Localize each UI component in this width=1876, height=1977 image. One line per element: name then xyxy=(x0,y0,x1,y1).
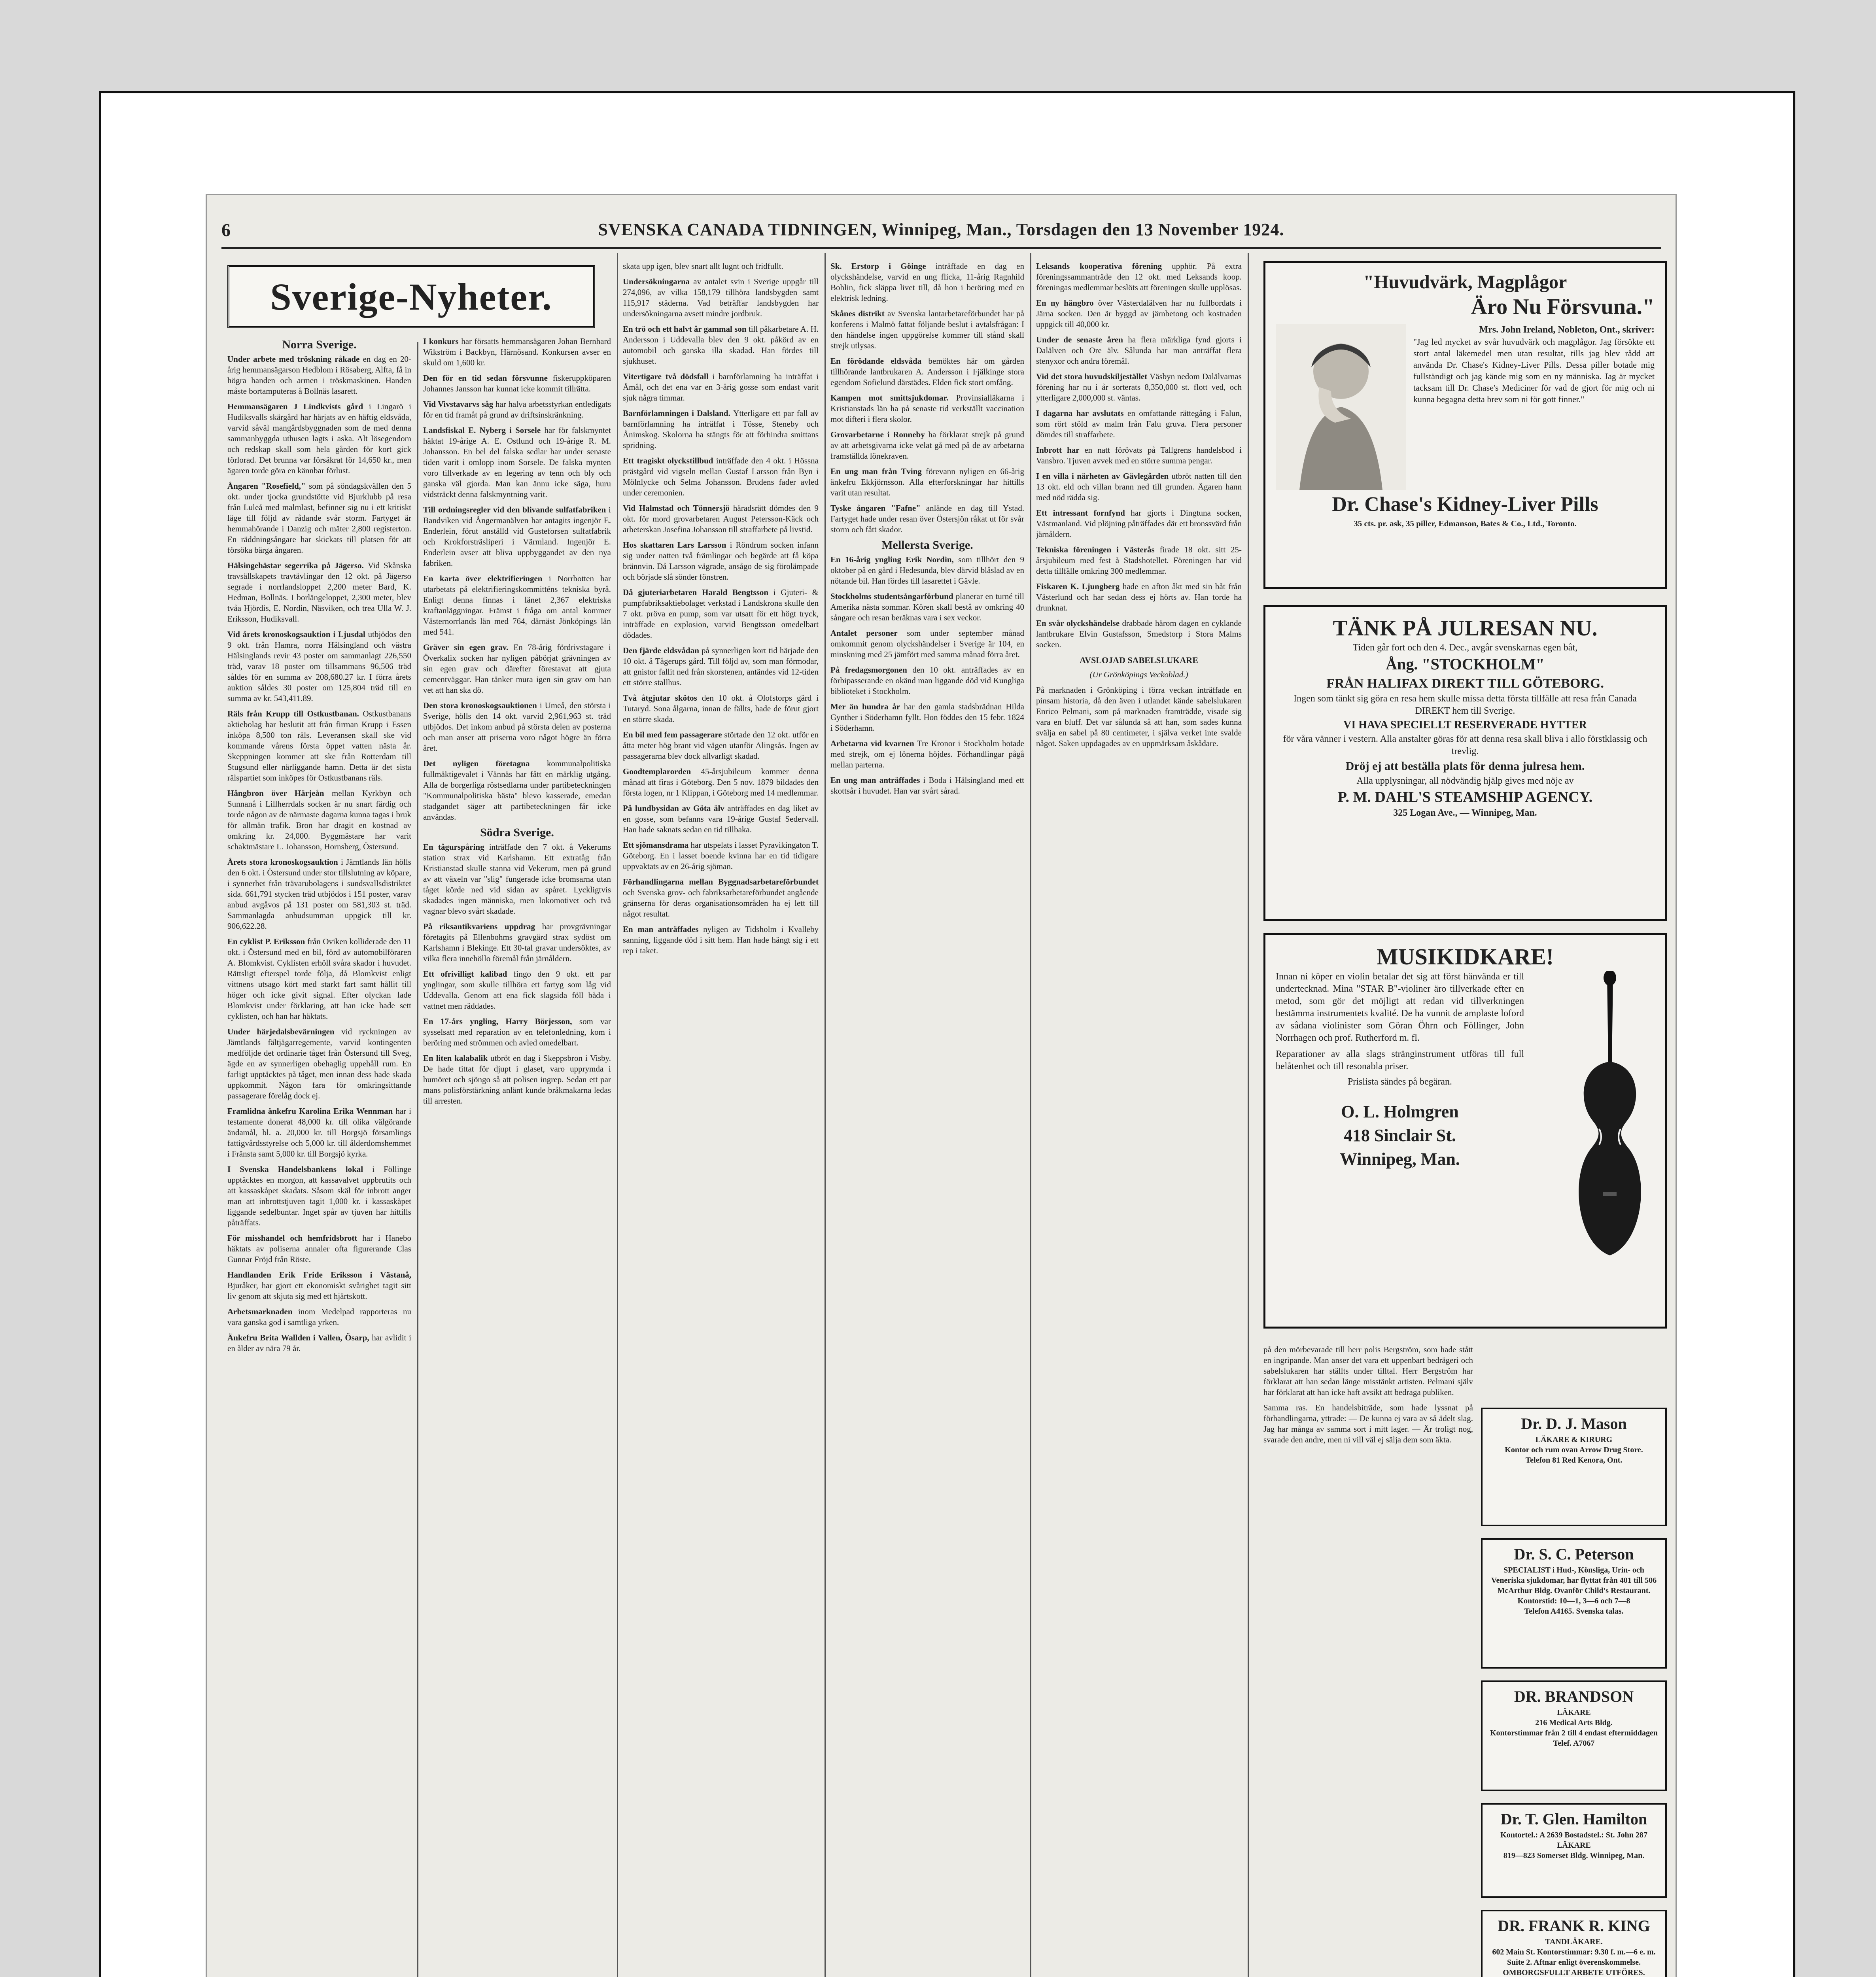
news-item xyxy=(830,503,1024,535)
news-item-lead: På fredagsmorgonen xyxy=(830,665,913,675)
news-item-body: 45-årsjubileum kommer denna månad att firas i Göteborg. Den 5 nov. 1879 bildades den första logen, nr 1 Klippan, i Göteborg med 14 medlemmar. xyxy=(623,767,819,798)
news-item-body: Provinsialläkarna i Kristianstads län ha på senaste tid verkställt vaccination mot difteri i flera skolor. xyxy=(830,393,1024,424)
news-item-lead: Ångaren "Rosefield," xyxy=(227,481,309,491)
news-item xyxy=(623,276,819,319)
news-item-body: skata upp igen, blev snart allt lugnt och fridfullt. xyxy=(623,261,783,271)
news-item-lead: Den fjärde eldsvådan xyxy=(623,646,702,655)
ad-route: FRÅN HALIFAX DIREKT TILL GÖTEBORG. xyxy=(1326,676,1604,691)
news-item-body: som under september månad omkommit genom olyckshändelser i Sverige är 104, en minskning med 25 jämfört med samma månad förra året. xyxy=(830,628,1024,659)
news-item xyxy=(227,1164,411,1228)
doctor-detail: Kontorstimmar från 2 till 4 endast eftermiddagen xyxy=(1490,1729,1658,1737)
news-item-lead: Årets stora kronoskogsauktion xyxy=(227,857,341,867)
ad-julresan xyxy=(1263,605,1667,921)
news-item xyxy=(423,573,611,637)
news-item xyxy=(623,324,819,367)
news-item xyxy=(227,1306,411,1328)
news-item xyxy=(423,842,611,917)
news-item-lead: Tyske ångaren "Fafne" xyxy=(830,503,926,513)
news-item xyxy=(830,308,1024,351)
ad-name: O. L. Holmgren xyxy=(1341,1102,1459,1121)
news-item xyxy=(623,456,819,498)
news-item-body: anträffades en dag liket av en gosse, som befanns vara 19-årige Gustaf Sedervall. Han hade saknats sedan en tid tillbaka. xyxy=(623,803,819,834)
ad-address: 418 Sinclair St. xyxy=(1343,1126,1456,1145)
doctor-detail: Suite 2. Aftnar enligt överenskommelse. xyxy=(1507,1958,1641,1967)
doctor-detail: Kontorstid: 10—1, 3—6 och 7—8 xyxy=(1517,1597,1630,1605)
doctor-name: DR. BRANDSON xyxy=(1514,1688,1634,1705)
news-item xyxy=(830,738,1024,770)
news-item xyxy=(1036,371,1242,403)
news-item-lead: Undersökningarna xyxy=(623,277,694,286)
column-rule xyxy=(1030,253,1031,1977)
news-item-body: har för falskmyntet häktat 19-årige A. E. Ostlund och 19-årige R. M. Johansson. En bel del falska sedlar har under senaste tiden varit i omlopp inom Sorsele. De falska mynten voro tillverkade av en legering av tenn och bly och ganska väl gjorda. Man kan ännu icke säga, huru vidsträckt denna falskmyntning varit. xyxy=(423,425,611,499)
news-item xyxy=(227,401,411,476)
doctor-detail: SPECIALIST i Hud-, Könsliga, Urin- och Veneriska sjukdomar, har flyttat från 401 till 506 McArthur Bldg. Ovanför Child's Restaurant. xyxy=(1491,1566,1657,1595)
doctor-name: Dr. S. C. Peterson xyxy=(1514,1545,1634,1563)
news-item-body: En 78-årig fördrivstagare i Överkalix socken har nyligen påbörjat grävningen av sin egen grav och därefter förestavat att gjuta cementväggar. Han tänker mura igen sin grav om han vet att han ska dö. xyxy=(423,643,611,695)
news-item-lead: Vid Vivstavarvs såg xyxy=(423,399,495,409)
news-item xyxy=(1036,445,1242,466)
article-body: På marknaden i Grönköping i förra veckan inträffade en pinsam historia, då den även i utlandet kände sabelslukaren Enrico Pelmani, som på marknaden framträdde, visade sig vara en bluff. Det var sålunda så att han, som sades kunna svälja en sabel på 80 centimeter, i själva verket inte svalde något. Saken uppdagades av en uppmärksam åskådare. xyxy=(1036,685,1242,748)
news-item-body: från Oviken kolliderade den 11 okt. i Östersund med en bil, förd av automobilföraren A. Blomkvist. Cyklisten erhöll svåra skador i huvudet. Rättsligt efterspel torde följa, då Blomkvist enligt vittnens utsago kört med starkt fart samt hållit till höger och icke givit signal. Efter olyckan lade Blomkvist under förklaring, att han icke hade sett cyklisten, och han har häktats. xyxy=(227,937,411,1021)
ad-text: Tiden går fort och den 4. Dec., avgår svenskarnas egen båt, xyxy=(1352,643,1578,653)
news-item-lead: Skånes distrikt xyxy=(830,309,887,318)
news-item-body: Väsbyn nedom Dalälvarnas förening har nu i år sorterats 8,350,000 st. flott ved, och ytterligare 2,000,000 st. väntas. xyxy=(1036,372,1242,403)
news-item-body: ha flera märkliga fynd gjorts i Dalälven och Ore älv. Sålunda har man anträffat flera stenyxor och andra föremål. xyxy=(1036,335,1242,366)
news-item-body: drabbade härom dagen en cyklande lantbrukare Elvin Gustafsson, Smedstorp i Stora Malms socken. xyxy=(1036,618,1242,649)
news-item xyxy=(1036,335,1242,367)
news-item-lead: En karta över elektrifieringen xyxy=(423,574,549,583)
news-item xyxy=(830,466,1024,498)
news-item-body: den 10 okt. å Olofstorps gärd i Tutaryd. Sona ålgarna, innan de fällts, hade de förut gjort en större skada. xyxy=(623,693,819,724)
article-body: på den mörbevarade till herr polis Bergström, som hade stått en ingripande. Man anser det vara ett uppenbart bedrägeri och sabelslukaren har ställts under tilltal. Herr Bergström har förklarat att han sedan länge misstänkt artisten. Pelmani själv har förklarat att han icke haft avsikt att bedraga publiken. xyxy=(1263,1345,1473,1397)
ad-author: Mrs. John Ireland, Nobleton, Ont., skriver: xyxy=(1479,325,1655,335)
news-item-body: upphör. På extra föreningssammanträde den 12 okt. med Leksands koop. föreningas medlemmar beslöts att föreningen skulle upplösas. xyxy=(1036,261,1242,292)
news-item xyxy=(423,921,611,964)
news-item-lead: I konkurs xyxy=(423,336,461,346)
doctor-detail: LÄKARE xyxy=(1557,1841,1591,1850)
news-item-lead: Tekniska föreningen i Västerås xyxy=(1036,545,1160,554)
news-item-lead: För misshandel och hemfridsbrott xyxy=(227,1233,363,1243)
news-item-body: har den gamla stadsbrädnan Hilda Gynther i Söderhamn fyllt. Hon föddes den 15 febr. 1824 i Söderhamn. xyxy=(830,702,1024,733)
news-item xyxy=(1036,261,1242,293)
news-item xyxy=(623,261,819,272)
news-item-lead: En förödande eldsvåda xyxy=(830,356,929,366)
doctor-detail: OMBORGSFULLT ARBETE UTFÖRES. xyxy=(1503,1968,1645,1977)
news-item-body: nyligen av Tidsholm i Kvalleby sanning, liggande död i sitt hem. Han hade hängt sig i ett rep i taket. xyxy=(623,924,819,955)
news-item xyxy=(227,788,411,852)
news-item xyxy=(623,408,819,451)
ad-text: Innan ni köper en violin betalar det sig att först hänvända er till undertecknad. Mina "STAR B"-violiner äro tillverkade efter en metod, som gör det möjligt att redan vid tillverkningen bestämma instrumentets kvalité. De ha vunnit de amplaste loford av sådana violinister som Göran Öhrn och Föllinger, John Norrhagen och prof. Rutherford m. fl. xyxy=(1276,971,1524,1043)
news-item xyxy=(623,645,819,688)
news-item xyxy=(1036,544,1242,576)
news-item-lead: En ung man anträffades xyxy=(830,775,923,785)
news-item-lead: På lundbysidan av Göta älv xyxy=(623,803,728,813)
ad-testimonial: "Jag led mycket av svår huvudvärk och magplågor. Jag försökte ett stort antal läkemedel men utan resultat, tills jag blev rådd att använda Dr. Chase's Kidney-Liver Pills. Dessa piller botade mig fullständigt och jag kände mig som en ny människa. Jag är mycket tacksam till Dr. Chase's Mediciner för vad de gjort för mig och ni kunna begagna detta brev som ni för gott finner." xyxy=(1413,337,1655,404)
news-item-body: en omfattande rättegång i Falun, som rört stöld av malm från Falu gruva. Flera personer dömdes till straffarbete. xyxy=(1036,408,1242,439)
news-item-body: ha förklarat strejk på grund av att arbetsgivarna icke velat gå med på de av arbetarna framställda lönekraven. xyxy=(830,430,1024,461)
news-item-body: har i Hanebo häktats av poliserna annaler ofta figurerande Clas Gunnar Fröjd från Röste. xyxy=(227,1233,411,1264)
news-item-body: har utspelats i lasset Pyravikingaton T. Göteborg. En i lasset boende kvinna har en tid tidigare uppvaktats av en 26-årig sjöman. xyxy=(623,840,819,871)
news-column-6 xyxy=(1263,1344,1473,1977)
news-item-lead: Vitertigare två dödsfall xyxy=(623,372,713,381)
news-item xyxy=(227,1106,411,1159)
news-item-lead: En ny hängbro xyxy=(1036,298,1098,308)
ad-text: Ingen som tänkt sig göra en resa hem skulle missa detta första tillfälle att resa från Canada DIREKT hem till Sverige. xyxy=(1294,694,1637,716)
news-item-body: som på söndagskvällen den 5 okt. under tjocka grundstötte vid Bjurklubb på resa från Luleå med malmlast, befinner sig nu i ett kritiskt läge till följd av rådande svår storm. Fartyget är hemmahörande i Danzig och mäter 2,800 registerton. En räddningsångare har skickats till platsen för att försöka bärga ångaren. xyxy=(227,481,411,555)
news-item-lead: En 16-årig yngling Erik Nordin, xyxy=(830,555,959,564)
news-item-lead: Två åtgjutar skötos xyxy=(623,693,702,703)
news-item-body: kommunalpolitiska fullmäktigevalet i Vännäs har fått en märklig utgång. Alla de borgerliga röstsedlarna under partibeteckningen "Kommunalpolitiska bästa" blevo kasserade, emedan stadgandet säger att partibeteckningen får icke användas. xyxy=(423,759,611,822)
news-item-body: i barnförlamning ha inträffat i Åmål, och det ena var en 3-årig gosse som endast varit sjuk några timmar. xyxy=(623,372,819,403)
news-item-body: förevann nyligen en 66-årig änkefru Ekkjörnsson. Alla efterforskningar har hittills varit utan resultat. xyxy=(830,467,1024,497)
doctor-detail: 216 Medical Arts Bldg. xyxy=(1535,1718,1613,1727)
article-subtitle: (Ur Grönköpings Veckoblad.) xyxy=(1089,670,1188,679)
doctor-detail: TANDLÄKARE. xyxy=(1545,1937,1603,1946)
doctor-card xyxy=(1481,1803,1667,1898)
news-column-4 xyxy=(830,261,1024,1977)
news-column-1 xyxy=(227,336,411,1977)
news-column-3 xyxy=(623,261,819,1977)
doctor-detail: Telef. A7067 xyxy=(1553,1739,1595,1748)
news-item-body: på synnerligen kort tid härjade den 10 okt. å Tågerups gård. Till följd av, som man förmodar, att gnistor fallit ned från skorstenen, antändes vid 12-tiden ett större stallhus. xyxy=(623,646,819,687)
news-item xyxy=(830,554,1024,586)
news-item xyxy=(830,775,1024,796)
news-item-body: i Röndrum socken infann sig under natten två främlingar och begärde att få köpa brännvin. Då Larsson vägrade, ansågo de sig förolämpade och började slå sönder fönstren. xyxy=(623,540,819,582)
ad-title: TÄNK PÅ JULRESAN NU. xyxy=(1333,616,1598,641)
news-item-body: över Västerdalälven har nu fullbordats i Järna socken. Den är byggd av järnbetong och kostnaden uppgick till 40,000 kr. xyxy=(1036,298,1242,329)
news-item-body: har avlidit i en ålder av nära 79 år. xyxy=(227,1333,411,1353)
news-column-5 xyxy=(1036,261,1242,1977)
news-item-lead: Hälsingehästar segerrika på Jägerso. xyxy=(227,561,368,570)
news-item xyxy=(227,1332,411,1354)
news-item xyxy=(1036,471,1242,503)
news-item-lead: Vid det stora huvudskiljestället xyxy=(1036,372,1150,381)
news-item-lead: En trö och ett halvt år gammal son xyxy=(623,324,749,334)
news-item xyxy=(423,336,611,368)
doctor-detail: LÄKARE xyxy=(1557,1708,1591,1717)
news-item-body: har försatts hemmansägaren Johan Bernhard Wikström i Backbyn, Härnösand. Konkursen avser en skuld om 1,600 kr. xyxy=(423,336,611,367)
column-rule xyxy=(825,253,826,1977)
news-item-lead: En cyklist P. Eriksson xyxy=(227,937,307,946)
news-item xyxy=(830,701,1024,733)
news-item-body: i Norrbotten har utarbetats på elektrifieringskommitténs tekniska byrå. Enligt denna finnas i länet 2,367 elektriska kraftanläggningar. Främst i fråga om antal kommer Västernorrlands län med 764, därnäst Jönköpings län med 541. xyxy=(423,574,611,637)
news-item-lead: Framlidna änkefru Karolina Erika Wennman xyxy=(227,1106,396,1116)
news-item xyxy=(830,429,1024,461)
news-item xyxy=(227,936,411,1022)
news-item xyxy=(623,924,819,956)
news-item xyxy=(227,1026,411,1101)
ad-city: Winnipeg, Man. xyxy=(1340,1149,1460,1169)
news-item-lead: En ung man från Tving xyxy=(830,467,926,476)
news-item xyxy=(623,503,819,535)
news-item-lead: I en villa i närheten av Gävlegården xyxy=(1036,471,1172,481)
news-item-lead: Vid årets kronoskogsauktion i Ljusdal xyxy=(227,629,368,639)
news-item xyxy=(423,969,611,1011)
news-item xyxy=(1036,408,1242,440)
news-item xyxy=(623,587,819,641)
ad-musikidkare xyxy=(1263,933,1667,1329)
news-item-lead: En svår olyckshändelse xyxy=(1036,618,1122,628)
news-item xyxy=(623,803,819,835)
ad-dr-chase xyxy=(1263,261,1667,589)
news-item-lead: I Svenska Handelsbankens lokal xyxy=(227,1164,373,1174)
doctor-detail: Kontor och rum ovan Arrow Drug Store. xyxy=(1505,1446,1643,1454)
news-item-lead: Inbrott har xyxy=(1036,445,1085,455)
doctor-card xyxy=(1481,1910,1667,1977)
news-item-lead: Ett sjömansdrama xyxy=(623,840,691,850)
news-item-body: i Lingarö i Hudiksvalls skärgård har härjats av en häftig eldsvåda, varvid såväl mangårdsbyggnaden som de med denna sammanbyggda uthusen lagts i aska. Alt lösegendom och redskap skall som hela gården för kort gick förlorad. Det brunna var försäkrat för 14,650 kr., men ägaren torde göra en kännbar förlust. xyxy=(227,402,411,475)
news-item-lead: Hos skattaren Lars Larsson xyxy=(623,540,730,550)
news-item-body: Ytterligare ett par fall av barnförlamning ha inträffat i Tösse, Steneby och Ånimskog. Skolorna ha stängts för att förhindra smittans spridning. xyxy=(623,408,819,450)
news-item-lead: En 17-års yngling, Harry Börjesson, xyxy=(423,1017,579,1026)
news-item-lead: Leksands kooperativa förening xyxy=(1036,261,1172,271)
news-item-body: av Svenska lantarbetareförbundet har på konferens i Malmö fattat följande beslut i avtalsfrågan: I den händelse ingen uppgörelse kommer till stånd skall strejk utlysas. xyxy=(830,309,1024,350)
news-item-body: inom Medelpad rapporteras nu vara ganska god i samtliga yrken. xyxy=(227,1307,411,1327)
news-item-body: inträffade en dag en olyckshändelse, varvid en ung flicka, 11-årig Ragnhild Bohlin, fick släppa livet till, då hon i beröring med en elektrisk ledning. xyxy=(830,261,1024,303)
news-item xyxy=(227,857,411,932)
section-heading-mellersta: Mellersta Sverige. xyxy=(881,539,973,552)
ad-reserved: VI HAVA SPECIELLT RESERVERADE HYTTER xyxy=(1343,719,1587,731)
news-item-lead: En man anträffades xyxy=(623,924,704,934)
page-number: 6 xyxy=(221,220,231,240)
news-item xyxy=(227,709,411,783)
news-item-body: utbjödos den 9 okt. från Hamra, norra Hälsingland och västra Hälsinglands revir 43 poster om sammanlagt 226,550 träd, varav 18 poster om tillsammans 96,506 träd såldes för en summa av 208,680.27 kr. I förra årets auktion såldes 30 poster om 125,804 träd till en summa av kr. 543,411.89. xyxy=(227,629,411,703)
news-item-lead: Ett tragiskt olyckstillbud xyxy=(623,456,716,465)
news-item-lead: Stockholms studentsångarförbund xyxy=(830,592,956,601)
news-item xyxy=(830,393,1024,425)
news-item-body: i Umeå, den största i Sverige, hölls den 14 okt. varvid 2,961,963 st. träd utbjödos. Det inkom anbud på största delen av posterna och man anser att priserna voro något högre än förra året. xyxy=(423,701,611,753)
news-item xyxy=(227,1270,411,1302)
news-item-body: en natt förövats på Tallgrens handelsbod i Vansbro. Tjuven avvek med en större summa pengar. xyxy=(1036,445,1242,465)
news-item-lead: Kampen mot smittsjukdomar. xyxy=(830,393,956,403)
news-item-body: har gjorts i Dingtuna socken, Västmanland. Vid plöjning påträffades där ett bronssvärd från järnåldern. xyxy=(1036,508,1242,539)
news-item-body: hade en afton åkt med sin båt från Västerlund och har sedan dess ej hörts av. Han torde ha drunknat. xyxy=(1036,582,1242,612)
news-item-lead: Vid Halmstad och Tönnersjö xyxy=(623,503,733,513)
news-item-body: i Boda i Hälsingland med ett skottsår i huvudet. Han var svårt sårad. xyxy=(830,775,1024,796)
news-item-lead: Då gjuteriarbetaren Harald Bengtsson xyxy=(623,588,773,597)
news-item-lead: Landsfiskal E. Nyberg i Sorsele xyxy=(423,425,545,435)
news-item-body: Ostkustbanans aktiebolag har beslutit att från firman Krupp i Essen inköpa 8,500 ton räls. Leveransen skall ske vid kommande vårens första öppet vatten nästa år. Skeppningen kommer att ske från Rotterdam till Stugsund eller närliggande hamn. Detta är det sista rälspartiet som inköpes för Ostkustbanans räls. xyxy=(227,709,411,782)
news-item xyxy=(423,505,611,569)
news-item-body: vid ryckningen av Jämtlands fältjägarregemente, varvid kontingenten medföljde det ordinarie tåget från Östersund till Sveg, ägde en av synnerligen obehaglig uppehåll rum. En farligt upptäcktes på tåget, men innan dess hade skada uppkommit. Någon fara för omkringsittande passagerare förelåg dock ej. xyxy=(227,1027,411,1100)
news-item-body: Bjuråker, har gjort ett ekonomiskt svårighet tagit sitt liv genom att skjuta sig med ett hjärtskott. xyxy=(227,1281,411,1301)
news-item-lead: Hångbron över Härjeån xyxy=(227,788,332,798)
news-item-body: till påkarbetare A. H. Andersson i Uddevalla blev den 9 okt. påkörd av en automobil och ganska illa skadad. Han fördes till sjukhuset. xyxy=(623,324,819,366)
news-item xyxy=(830,665,1024,697)
news-item xyxy=(830,356,1024,388)
ad-ship-name: Ång. "STOCKHOLM" xyxy=(1386,655,1545,673)
news-item-body: i Bandviken vid Ångermanälven har antagits ingenjör E. Enderlein, förut anställd vid Gusteforsen sulfatfabrik och Krokforsträsliperi i Värmland. Ingenjör E. Enderlein avser att bliva uppbyggandet av den nya fabriken. xyxy=(423,505,611,568)
news-item-lead: Hemmansägaren J Lindkvists gård xyxy=(227,402,369,411)
doctor-detail: Telefon A4165. Svenska talas. xyxy=(1524,1607,1624,1616)
news-item-lead: Sk. Erstorp i Göinge xyxy=(830,261,936,271)
news-item-lead: Änkefru Brita Wallden i Vallen, Ösarp, xyxy=(227,1333,372,1342)
section-heading-sodra: Södra Sverige. xyxy=(480,826,554,839)
news-item-body: som var sysselsatt med reparation av en telefonledning, kom i beröring med strömmen och avled omedelbart. xyxy=(423,1017,611,1047)
news-item-body: och Svenska grov- och fabriksarbetareförbundet angående gränserna för deras organisationsområden ha ej lett till något resultat. xyxy=(623,888,819,919)
news-item-body: som tillhört den 9 oktober på en gård i Hedesunda, blev därvid blåslad av en nötande bil. Han fördes till lasarettet i Gävle. xyxy=(830,555,1024,586)
news-item xyxy=(1036,508,1242,540)
news-item-lead: I dagarna har avslutats xyxy=(1036,408,1127,418)
ad-cta: Dröj ej att beställa plats för denna julresa hem. xyxy=(1345,760,1585,773)
ad-headline: "Huvudvärk, Magplågor xyxy=(1363,272,1567,293)
news-item xyxy=(1036,581,1242,613)
news-item xyxy=(1036,298,1242,330)
news-item-lead: Mer än hundra år xyxy=(830,702,904,711)
news-item xyxy=(423,758,611,822)
news-item-body: inträffade den 7 okt. å Vekerums station strax vid Karlshamn. Ett extratåg från Kristianstad skulle stanna vid Vekerum, men på grund av att växeln var "slig" fungerade icke bromsarna utan tåget körde ned vid sidan av spåret. Lyckligtvis skadades ingen människa, men lokomotivet och två vagnar blevo svårt skadade. xyxy=(423,842,611,916)
news-item xyxy=(423,399,611,420)
news-item-lead: Grovarbetarne i Ronneby xyxy=(830,430,929,439)
ad-text: Alla upplysningar, all nödvändig hjälp gives med nöje av xyxy=(1356,776,1574,786)
news-item xyxy=(623,766,819,798)
news-item xyxy=(423,642,611,696)
news-item-lead: Barnförlamningen i Dalsland. xyxy=(623,408,734,418)
doctor-detail: LÄKARE & KIRURG xyxy=(1535,1435,1613,1444)
doctor-name: Dr. T. Glen. Hamilton xyxy=(1500,1810,1647,1828)
news-item xyxy=(623,540,819,582)
ad-prices: Prislista sändes på begäran. xyxy=(1348,1077,1452,1087)
news-item-body: störtade den 12 okt. utför en åtta meter hög brant vid vägen utanför Alingsås. Ingen av passagerarna blev dock allvarligt skadad. xyxy=(623,730,819,761)
news-item-lead: Handlanden Erik Fride Eriksson i Västanå, xyxy=(227,1270,411,1280)
news-item-body: fiskeruppköparen Johannes Jansson har kunnat icke kommit tillrätta. xyxy=(423,373,611,393)
news-item xyxy=(227,629,411,704)
column-rule xyxy=(417,342,418,1977)
doctor-detail: 819—823 Somerset Bldg. Winnipeg, Man. xyxy=(1503,1851,1645,1860)
news-item-lead: Goodtemplarorden xyxy=(623,767,701,776)
news-item-body: bemöktes här om gården tillhörande lantbrukaren A. Andersson i Fjälkinge stora egendom Sofielund därstädes. Elden fick stort omfång. xyxy=(830,356,1024,387)
news-item xyxy=(227,354,411,397)
news-item-body: utbröt natten till den 13 okt. eld och villan brann ned till grunden. Ägaren hann med nöd rädda sig. xyxy=(1036,471,1242,502)
ad-price-line: 35 cts. pr. ask, 35 piller, Edmanson, Bates & Co., Ltd., Toronto. xyxy=(1354,519,1577,528)
news-item-body: i Gjuteri- & pumpfabriksaktiebolaget verkstad i Landskrona skulle den 7 okt. pröva en pump, som var utsatt för ett högt tryck, inträffade en explosion, varvid Bengtsson omedelbart dödades. xyxy=(623,588,819,640)
news-item-body: i Jämtlands län hölls den 6 okt. i Östersund under stor tillslutning av köpare, i synnerhet från trävarubolagens i sundsvallsdistriktet sida. 661,791 stycken träd utbjödos i 151 poster, varav anbud avgåvos på 131 poster om 581,303 st. träd. Sammanlagda anbudsumman uppgick till kr. 906,622.28. xyxy=(227,857,411,931)
news-item-body: har halva arbetsstyrkan entledigats för en tid framåt på grund av driftsinskränkning. xyxy=(423,399,611,420)
violin-illustration xyxy=(1524,971,1655,1271)
news-item xyxy=(623,693,819,725)
section-heading-norra: Norra Sverige. xyxy=(282,338,357,351)
ad-repair: Reparationer av alla slags stränginstrument utföras till full belåtenhet och till resonabla priser. xyxy=(1276,1049,1524,1072)
news-item-body: firade 18 okt. sitt 25-årsjubileum med fest å Stadshotellet. Föreningen har vid detta tillfälle omkring 300 medlemmar. xyxy=(1036,545,1242,576)
article-body: Samma ras. En handelsbiträde, som hade lyssnat på förhandlingarna, yttrade: — De kunna ej vara av så ädelt slag. Jag har många av samma sort i mitt lager. — Är troligt nog, svarade den andre, men ni vill väl ej sälja dem som äkta. xyxy=(1263,1403,1473,1444)
news-item xyxy=(227,1233,411,1265)
news-item-lead: Under arbete med tröskning råkade xyxy=(227,354,363,364)
doctor-card xyxy=(1481,1538,1667,1669)
doctor-card xyxy=(1481,1408,1667,1526)
news-item-lead: Räls från Krupp till Ostkustbanan. xyxy=(227,709,363,718)
news-item-body: har i testamente donerat 48,000 kr. till olika välgörande ändamål, bl. a. 20,000 kr. till Borgsjö församlings fattigvårdsstyrelse och 5,000 kr. till ålderdomshemmet i Fränsta samt 5,000 kr. till Borgsjö kyrka. xyxy=(227,1106,411,1159)
news-item-lead: På riksantikvariens uppdrag xyxy=(423,922,542,931)
ad-headline: Äro Nu Försvuna." xyxy=(1471,295,1655,319)
news-item-lead: Fiskaren K. Ljungberg xyxy=(1036,582,1123,591)
news-item-body: Vid Skånska travsällskapets travtävlingar den 12 okt. på Jägerso segrade i norrlandsloppet 2,200 meter Bard, K. Hedman, Bollnäs. I borlängeloppet, 2,300 meter, blev tvåa Hjördis, E. Nordin, Näsviken, och trea Ulla W. J. Eriksson, Hudiksvall. xyxy=(227,561,411,624)
news-item-body: häradsrätt dömdes den 9 okt. för mord grovarbetaren August Petersson-Käck och arbeterskan Josefina Johansson till straffarbete på livstid. xyxy=(623,503,819,534)
news-item xyxy=(423,373,611,394)
news-item-body: fingo den 9 okt. ett par ynglingar, som skulle tillhöra ett fartyg som låg vid Uddevalla. Genom att ena fick slagsida föll båda i vattnet men räddades. xyxy=(423,969,611,1011)
column-rule xyxy=(1248,253,1249,1977)
news-item xyxy=(830,591,1024,623)
news-item xyxy=(423,700,611,754)
news-item xyxy=(623,840,819,872)
news-column-2 xyxy=(423,336,611,1977)
news-item-lead: En liten kalabalik xyxy=(423,1053,491,1063)
newspaper-title: SVENSKA CANADA TIDNINGEN, Winnipeg, Man., Torsdagen den 13 November 1924. xyxy=(598,220,1284,239)
ad-product-name: Dr. Chase's Kidney-Liver Pills xyxy=(1332,493,1598,516)
news-item-body: utbröt en dag i Skeppsbron i Visby. De hade tittat för djupt i glaset, varo upprymda i humöret och sjöngo så att polisen ingrep. Sedan ett par mans polisförstärkning anlänt kunde bråkmakarna ledas till arresten. xyxy=(423,1053,611,1106)
news-item-body: anlände en dag till Ystad. Fartyget hade under resan över Östersjön råkat ut för svår storm och fått skador. xyxy=(830,503,1024,534)
news-item-lead: Gräver sin egen grav. xyxy=(423,643,514,652)
news-item-body: den 10 okt. anträffades av en förbipasserande en okänd man liggande död vid Kungliga biblioteket i Stockholm. xyxy=(830,665,1024,696)
news-item-lead: Under härjedalsbevärningen xyxy=(227,1027,342,1036)
news-item xyxy=(227,481,411,556)
news-item xyxy=(423,425,611,500)
woman-illustration xyxy=(1276,324,1406,490)
news-item-lead: En bil med fem passagerare xyxy=(623,730,724,739)
news-item-body: Tre Kronor i Stockholm hotade med strejk, om ej lönerna höjdes. Förhandlingar pågå mellan parterna. xyxy=(830,739,1024,769)
news-item xyxy=(1036,618,1242,650)
news-item-body: en dag en 20-årig hemmansägarson Hedblom i Rösaberg, Alfta, få in högra handen och armen i tröskmaskinen. Handen måste bortamputeras å Bollnäs lasarett. xyxy=(227,354,411,396)
news-item-lead: Det nyligen företagna xyxy=(423,759,547,768)
news-item xyxy=(423,1016,611,1048)
column-rule xyxy=(617,253,618,1977)
news-item-lead: Den stora kronoskogsauktionen xyxy=(423,701,540,710)
news-item-lead: En tågurspåring xyxy=(423,842,489,852)
news-item-lead: Ett intressant fornfynd xyxy=(1036,508,1131,518)
ad-title: MUSIKIDKARE! xyxy=(1377,944,1554,970)
doctor-detail: Kontortel.: A 2639 Bostadstel.: St. John 287 xyxy=(1500,1831,1647,1839)
news-item-lead: Förhandlingarna mellan Byggnadsarbetareförbundet xyxy=(623,877,819,886)
news-item xyxy=(623,877,819,919)
news-item xyxy=(830,628,1024,660)
news-item-body: inträffade den 4 okt. i Hössna prästgård vid vigseln mellan Gustaf Larsson från Byn i Mölnlycke och Selma Johansson. Brudens fader avled under ceremonien. xyxy=(623,456,819,497)
article-title-sabelslukare: AVSLOJAD SABELSLUKARE xyxy=(1080,655,1198,665)
masthead xyxy=(221,219,1661,249)
news-item-lead: Den för en tid sedan försvunne xyxy=(423,373,553,383)
doctor-name: DR. FRANK R. KING xyxy=(1498,1917,1650,1935)
news-item-body: mellan Kyrkbyn och Sunnanå i Lillherrdals socken är nu snart färdig och torde någon av de närmaste dagarna kunna tagas i bruk för allmän trafik. Bron har dragit en kostnad av omkring kr. 24,000. Byggmästare har varit schaktmästare L. Johansson, Hornsberg, Östersund. xyxy=(227,788,411,851)
doctor-name: Dr. D. J. Mason xyxy=(1521,1415,1627,1433)
news-item-body: av antalet svin i Sverige uppgår till 274,096, av vilka 158,179 tillhöra landsbygden samt 115,917 städerna. Vad beträffar landsbygden har undersökningarna avsett mindre jordbruk. xyxy=(623,277,819,318)
news-item-lead: Arbetarna vid kvarnen xyxy=(830,739,917,748)
news-item xyxy=(227,560,411,624)
ad-address: 325 Logan Ave., — Winnipeg, Man. xyxy=(1393,808,1537,818)
ad-agency: P. M. DAHL'S STEAMSHIP AGENCY. xyxy=(1337,789,1593,805)
doctor-detail: Telefon 81 Red Kenora, Ont. xyxy=(1525,1456,1623,1465)
section-banner: Sverige-Nyheter. xyxy=(227,265,595,328)
news-item-lead: Arbetsmarknaden xyxy=(227,1307,298,1316)
doctor-card xyxy=(1481,1680,1667,1791)
news-item-body: har provgrävningar företagits på Ellenbohms gravgärd strax sydöst om Karlshamn i Blekinge. Ett 30-tal gravar undersöktes, av vilka flera innehöllo föremål från järnåldern. xyxy=(423,922,611,963)
news-item xyxy=(830,261,1024,304)
news-item-lead: Till ordningsregler vid den blivande sulfatfabriken xyxy=(423,505,609,514)
news-item-lead: Ett ofrivilligt kalibad xyxy=(423,969,514,979)
news-item xyxy=(623,730,819,762)
news-item-lead: Under de senaste åren xyxy=(1036,335,1128,344)
ad-text: för våra vänner i vestern. Alla anstalter göras för att denna resa skall bliva i allo förstklassig och trevlig. xyxy=(1283,734,1647,756)
news-item xyxy=(623,371,819,403)
news-item-body: planerar en turné till Amerika nästa sommar. Kören skall bestå av omkring 40 sångare och resan beräknas vara i sex veckor. xyxy=(830,592,1024,622)
doctor-detail: 602 Main St. Kontorstimmar: 9.30 f. m.—6 e. m. xyxy=(1492,1948,1656,1956)
news-item-body: i Föllinge upptäcktes en morgon, att kassavalvet uppbrutits och att kassaskåpet skadats. Såsom skäl för inbrott anger man att inbrottstjuven tagit 1,000 kr. i kassaskåpet liggande sedelbuntar. Inget spår av tjuven har hittills påträffats. xyxy=(227,1164,411,1227)
news-item xyxy=(423,1053,611,1106)
news-item-lead: Antalet personer xyxy=(830,628,907,638)
